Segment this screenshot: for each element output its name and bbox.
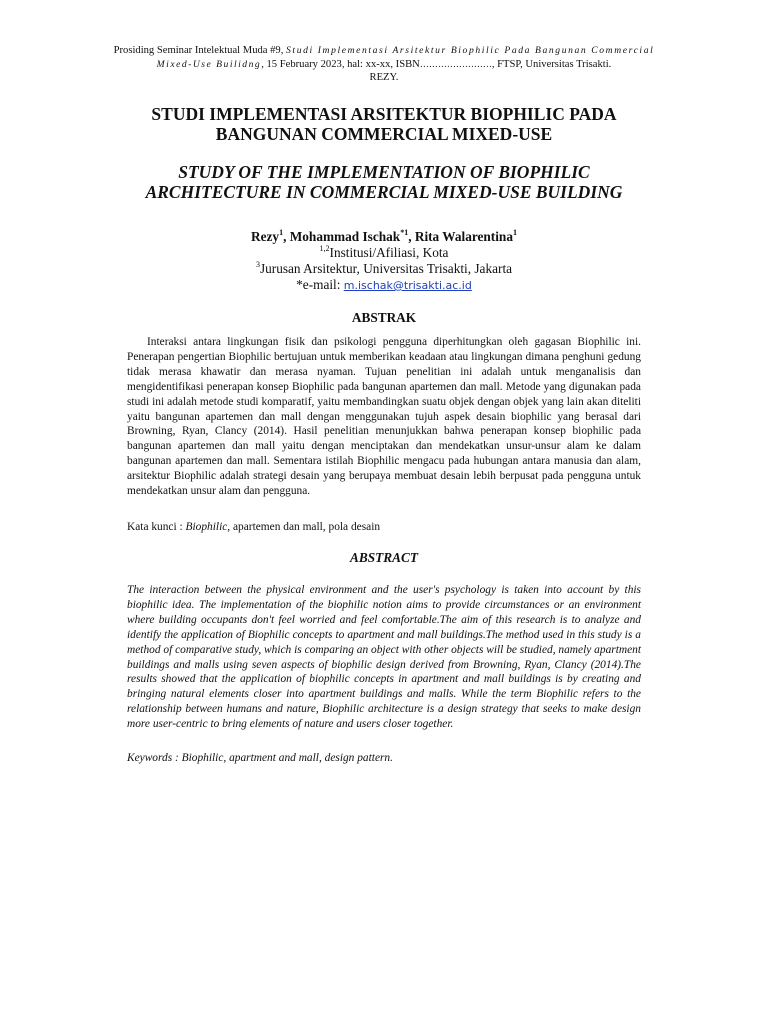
title-indonesian	[60, 104, 708, 144]
author-3-sup: 1	[512, 227, 517, 237]
author-1-sup: 1	[279, 227, 284, 237]
header-paper-title-part1: Studi Implementasi Arsitektur Biophilic Pada Bangunan Commercial	[286, 45, 655, 56]
affiliation-2	[60, 261, 708, 277]
corresponding-email	[60, 277, 708, 294]
kata-kunci-label: Kata kunci :	[127, 521, 186, 533]
email-link[interactable]: m.ischak@trisakti.ac.id	[343, 279, 472, 292]
header-institution: , FTSP, Universitas Trisakti.	[491, 58, 612, 70]
kata-kunci-rest: , apartemen dan mall, pola desain	[227, 521, 381, 533]
author-2: , Mohammad Ischak	[283, 229, 401, 244]
kata-kunci-italic: Biophilic	[185, 521, 228, 533]
affiliation-2-sup: 3	[255, 259, 260, 269]
header-author: REZY.	[369, 72, 399, 83]
kata-kunci	[127, 520, 641, 535]
header-paper-title-part2: Mixed-Use Builidng	[156, 58, 262, 70]
affiliation-1-sup: 1,2	[319, 243, 330, 253]
abstract-heading: ABSTRACT	[350, 550, 418, 565]
title-en-line1: STUDY OF THE IMPLEMENTATION OF BIOPHILIC	[178, 162, 590, 182]
author-2-sup: *1	[400, 227, 409, 237]
abstract-body: The interaction between the physical environment and the user's psychology is taken into account by this biophilic idea. The implementation of the biophilic notion aims to provide circumstances or an environment where building occupants don't feel worried and feel comfortable.The aim of this research is to analyze and identify the application of Biophilic concepts to apartment and mall buildings.The method used in this study is a method of comparative study, which is comparing an object with other objects will be studied, namely apartment buildings and malls using seven aspects of biophilic design derived from Browning, Ryan, Clancy (2014).The results showed that the application of biophilic concepts in apartment and mall buildings is by creating and bringing natural elements closer into apartment buildings and malls. While the term Biophilic refers to the relationship between humans and nature, Biophilic architecture is a design strategy that seeks to make design more user-centric to bring elements of nature and users closer together.	[127, 584, 641, 731]
header-date-pages: , 15 February 2023, hal: xx-xx, ISBN	[261, 58, 420, 70]
title-english	[60, 162, 708, 202]
email-label: *e-mail:	[296, 277, 344, 292]
title-id-line1: STUDI IMPLEMENTASI ARSITEKTUR BIOPHILIC PADA	[151, 104, 617, 124]
header-prefix: Prosiding Seminar Intelektual Muda #9,	[113, 45, 287, 56]
author-1: Rezy	[251, 229, 280, 244]
author-3: , Rita Walarentina	[408, 229, 513, 244]
keywords: Keywords : Biophilic, apartment and mall, design pattern.	[127, 752, 393, 764]
title-id-line2: BANGUNAN COMMERCIAL MIXED-USE	[215, 124, 553, 144]
title-en-line2: ARCHITECTURE IN COMMERCIAL MIXED-USE BUILDING	[145, 182, 623, 202]
header-isbn-dots: ……………………	[419, 58, 492, 69]
affiliation-1-text: Institusi/Afiliasi, Kota	[329, 245, 449, 260]
affiliation-2-text: Jurusan Arsitektur, Universitas Trisakti, Jakarta	[259, 261, 513, 276]
running-header	[80, 44, 688, 85]
affiliation-1	[60, 245, 708, 261]
abstrak-body: Interaksi antara lingkungan fisik dan psikologi pengguna diperhitungkan oleh gagasan Biophilic ini. Penerapan pengertian Biophilic bertujuan untuk memberikan keadaan atau lingkungan dimana penghuni gedung tidak merasa khawatir dan merasa nyaman. Tujuan penelitian ini adalah untuk menganalisis dan mengidentifikasi penerapan konsep Biophilic pada bangunan apartemen dan mall. Metode yang digunakan pada studi ini adalah metode studi komparatif, yaitu membandingkan suatu objek dengan objek yang lain akan diteliti yaitu bangunan apartemen dan mall dengan menggunakan tujuh aspek desain biophilic yang berasal dari Browning, Ryan, Clancy (2014). Hasil penelitian menunjukkan bahwa penerapan konsep biophilic pada bangunan apartemen dan mall yaitu dengan menciptakan dan mendekatkan unsur-unsur alam ke dalam bangunan apartemen dan mall. Sementara istilah Biophilic mengacu pada hubungan antara manusia dan alam, arsitektur Biophilic adalah strategi desain yang berupaya membuat desain lebih berpusat pada pengguna untuk mendekatkan unsur alam dan pengguna.	[127, 336, 641, 498]
author-list	[60, 229, 708, 245]
abstrak-heading: ABSTRAK	[351, 310, 417, 325]
